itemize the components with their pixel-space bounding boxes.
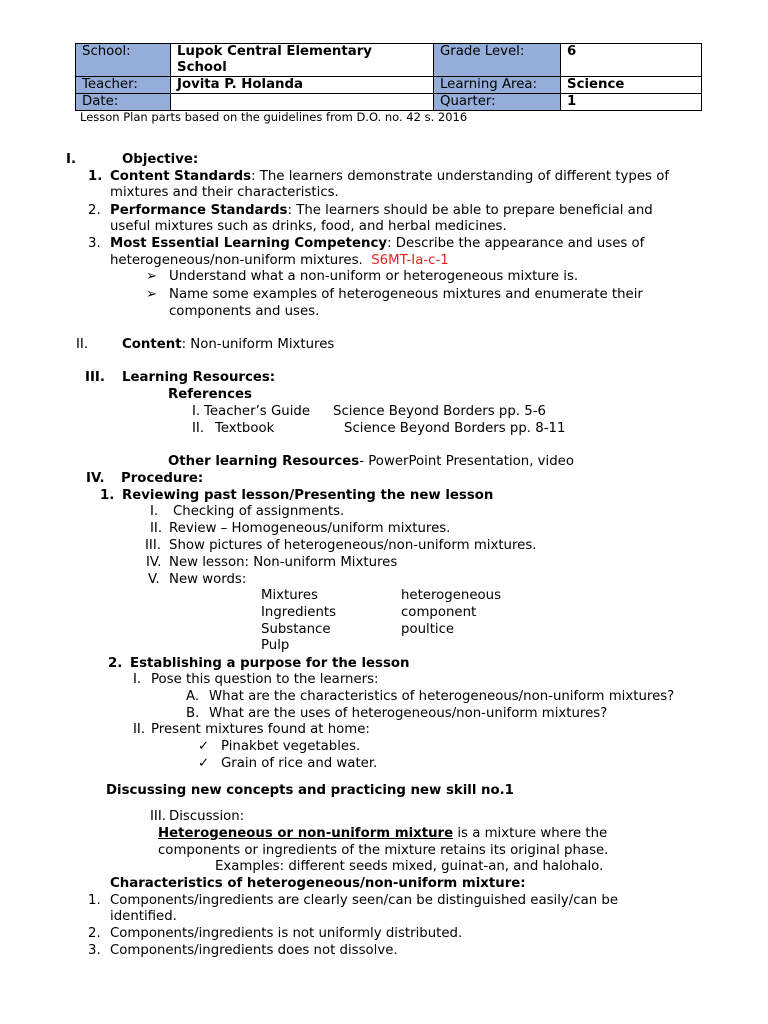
- discussion-number: III.: [150, 809, 166, 824]
- guideline-note: Lesson Plan parts based on the guidelines from D.O. no. 42 s. 2016: [80, 110, 468, 124]
- present-text: Present mixtures found at home:: [151, 722, 370, 737]
- melc-number: 3.: [88, 236, 101, 251]
- melc-text-line2: heterogeneous/non-uniform mixtures.: [110, 253, 363, 268]
- ref1-label: Teacher’s Guide: [204, 404, 311, 419]
- resources-numeral: III.: [85, 370, 105, 385]
- step1-number: 1.: [100, 488, 115, 503]
- checkmark-icon: ✓: [198, 756, 210, 771]
- discussion-label: Discussion:: [169, 809, 245, 824]
- step1-item: New words:: [169, 572, 247, 587]
- content-line: [122, 337, 334, 353]
- melc-line2: [110, 253, 449, 269]
- question-b-number: B.: [186, 706, 200, 721]
- objective-bullet-1: Understand what a non-uniform or heterogeneous mixture is.: [169, 269, 579, 284]
- new-word: Ingredients: [261, 605, 337, 620]
- performance-standards: [110, 203, 653, 219]
- characteristic-1-line2: identified.: [110, 909, 177, 924]
- step1-item: Checking of assignments.: [173, 504, 345, 519]
- step1-item: Show pictures of heterogeneous/non-uniform mixtures.: [169, 538, 537, 553]
- home-mixture-2: Grain of rice and water.: [221, 756, 378, 771]
- references-title: References: [168, 387, 252, 402]
- date-value: [171, 94, 434, 111]
- new-word: Substance: [261, 622, 331, 637]
- content-numeral: II.: [76, 337, 89, 352]
- char1-number: 1.: [88, 893, 101, 908]
- cs-label: Content Standards: [110, 169, 252, 184]
- other-resources-label: Other learning Resources: [168, 454, 360, 469]
- other-resources-value: - PowerPoint Presentation, video: [359, 454, 574, 469]
- new-word: Mixtures: [261, 588, 318, 603]
- characteristic-2: Components/ingredients is not uniformly distributed.: [110, 926, 463, 941]
- characteristic-3: Components/ingredients does not dissolve.: [110, 943, 398, 958]
- ref2-label: Textbook: [215, 421, 275, 436]
- new-word: poultice: [401, 622, 455, 637]
- ps-label: Performance Standards: [110, 203, 288, 218]
- ps-number: 2.: [88, 203, 101, 218]
- resources-title: Learning Resources:: [122, 370, 276, 385]
- char3-number: 3.: [88, 943, 101, 958]
- step1-item-number: III.: [145, 538, 161, 553]
- school-label: School:: [76, 44, 171, 77]
- discussing-title: Discussing new concepts and practicing new skill no.1: [106, 783, 514, 798]
- melc-code: S6MT-Ia-c-1: [371, 253, 449, 268]
- step1-item-number: I.: [150, 504, 159, 519]
- procedure-title: Procedure:: [121, 471, 204, 486]
- step1-title: Reviewing past lesson/Presenting the new lesson: [122, 488, 494, 503]
- pose-text: Pose this question to the learners:: [151, 672, 379, 687]
- quarter-value: 1: [561, 94, 702, 111]
- char2-number: 2.: [88, 926, 101, 941]
- objective-numeral: I.: [66, 152, 76, 167]
- ref1-value: Science Beyond Borders pp. 5-6: [333, 404, 546, 419]
- step2-title: Establishing a purpose for the lesson: [130, 656, 410, 671]
- pose-number: I.: [133, 672, 142, 687]
- new-word: component: [401, 605, 477, 620]
- home-mixture-1: Pinakbet vegetables.: [221, 739, 361, 754]
- objective-bullet-2-line2: components and uses.: [169, 304, 320, 319]
- characteristics-title: Characteristics of heterogeneous/non-uniform mixture:: [110, 876, 526, 891]
- school-value-line2: School: [177, 60, 227, 75]
- definition-text: is a mixture where the: [453, 826, 608, 841]
- cs-number: 1.: [88, 169, 103, 184]
- procedure-numeral: IV.: [86, 471, 105, 486]
- arrow-bullet-icon: ➢: [146, 287, 158, 302]
- objective-bullet-2: Name some examples of heterogeneous mixtures and enumerate their: [169, 287, 643, 302]
- question-b: What are the uses of heterogeneous/non-uniform mixtures?: [209, 706, 608, 721]
- grade-label: Grade Level:: [434, 44, 561, 77]
- area-value: Science: [561, 77, 702, 94]
- school-value-line1: Lupok Central Elementary: [177, 44, 372, 59]
- teacher-value: Jovita P. Holanda: [171, 77, 434, 94]
- grade-value: 6: [561, 44, 702, 77]
- step1-item-number: IV.: [146, 555, 162, 570]
- melc-text: : Describe the appearance and uses of: [387, 236, 645, 251]
- teacher-label: Teacher:: [76, 77, 171, 94]
- quarter-label: Quarter:: [434, 94, 561, 111]
- melc-label: Most Essential Learning Competency: [110, 236, 388, 251]
- question-a-number: A.: [186, 689, 200, 704]
- step1-item: New lesson: Non-uniform Mixtures: [169, 555, 398, 570]
- arrow-bullet-icon: ➢: [146, 269, 158, 284]
- ref2-value: Science Beyond Borders pp. 8-11: [344, 421, 566, 436]
- present-number: II.: [133, 722, 146, 737]
- objective-title: Objective:: [122, 152, 199, 167]
- other-resources: [168, 454, 574, 470]
- step2-number: 2.: [108, 656, 123, 671]
- question-a: What are the characteristics of heterogeneous/non-uniform mixtures?: [209, 689, 675, 704]
- area-label: Learning Area:: [434, 77, 561, 94]
- ps-text: : The learners should be able to prepare beneficial and: [287, 203, 653, 218]
- ref1-number: I.: [192, 404, 201, 419]
- definition-term: Heterogeneous or non-uniform mixture: [158, 826, 454, 841]
- step1-item-number: II.: [150, 521, 163, 536]
- step1-item-number: V.: [148, 572, 160, 587]
- new-word: heterogeneous: [401, 588, 502, 603]
- cs-text: : The learners demonstrate understanding of different types of: [251, 169, 670, 184]
- school-value: [171, 44, 434, 77]
- checkmark-icon: ✓: [198, 739, 210, 754]
- step1-item: Review – Homogeneous/uniform mixtures.: [169, 521, 451, 536]
- ref2-number: II.: [192, 421, 205, 436]
- content-standards: [110, 169, 669, 185]
- date-label: Date:: [76, 94, 171, 111]
- new-word: Pulp: [261, 638, 290, 653]
- definition-line2: components or ingredients of the mixture retains its original phase.: [158, 843, 609, 858]
- cs-text-line2: mixtures and their characteristics.: [110, 185, 339, 200]
- header-table: [75, 43, 702, 111]
- definition-line1: [158, 826, 607, 842]
- ps-text-line2: useful mixtures such as drinks, food, and herbal medicines.: [110, 219, 507, 234]
- melc: [110, 236, 644, 252]
- definition-examples: Examples: different seeds mixed, guinat-an, and halohalo.: [215, 859, 604, 874]
- characteristic-1: Components/ingredients are clearly seen/can be distinguished easily/can be: [110, 893, 619, 908]
- content-label: Content: [122, 337, 182, 352]
- content-text: : Non-uniform Mixtures: [181, 337, 335, 352]
